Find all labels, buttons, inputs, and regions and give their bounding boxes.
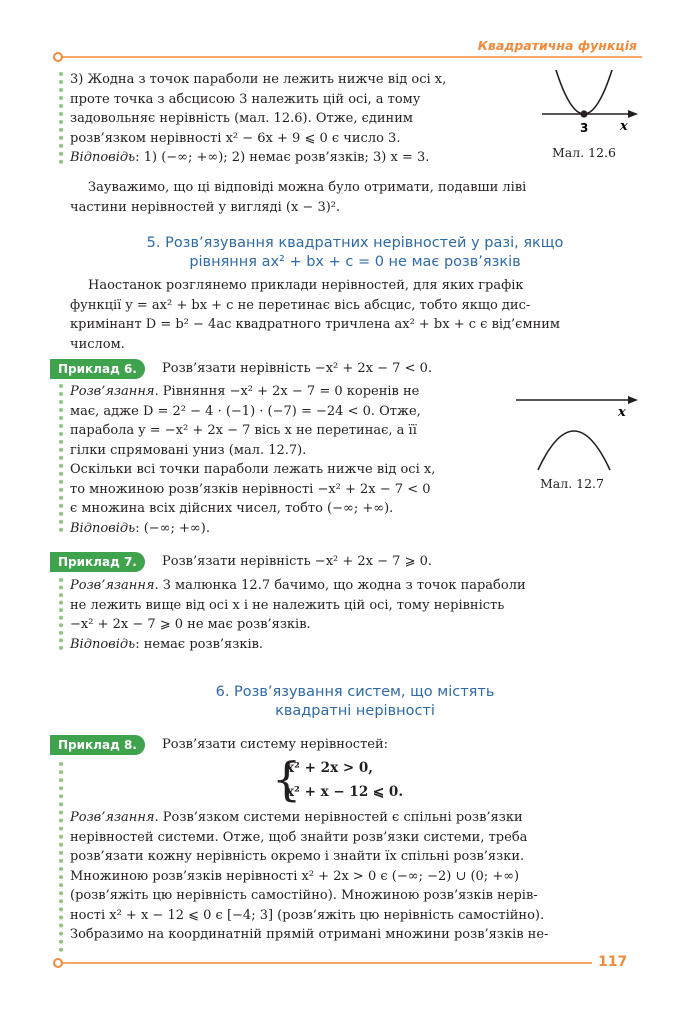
text-line: Зауважимо, що ці відповіді можна було отримати, подавши ліві xyxy=(88,180,527,195)
text-line: задовольняє нерівність (мал. 12.6). Отже, єдиним xyxy=(70,111,413,126)
system-line: x² + x − 12 ⩽ 0. xyxy=(286,784,404,800)
text-line: гілки спрямовані униз (мал. 12.7). xyxy=(70,442,307,458)
example-solution xyxy=(70,576,640,654)
header-rule xyxy=(56,56,642,58)
footer-rule xyxy=(56,962,592,964)
text-line: Множиною розв’язків нерівності x² + 2x > 0 є (−∞; −2) ∪ (0; +∞) xyxy=(70,868,520,884)
text-line: Розв’язання. Розв’язком системи нерівностей є спільні розв’язки xyxy=(70,810,523,825)
text-line: є множина всіх дійсних чисел, тобто (−∞; +∞). xyxy=(70,501,394,516)
answer-text: : 1) (−∞; +∞); 2) немає розв’язків; 3) x = 3. xyxy=(135,150,430,165)
example-solution xyxy=(70,808,640,945)
text-line: функції y = ax² + bx + c не перетинає вісь абсцис, тобто якщо дис- xyxy=(70,297,531,313)
figure-caption: Мал. 12.7 xyxy=(540,476,604,491)
solution-label: Розв’язання xyxy=(70,578,155,593)
text-line: Оскільки всі точки параболи лежать нижче від осі x, xyxy=(70,462,436,477)
text-line: не лежить вище від осі x і не належить цій осі, тому нерівність xyxy=(70,597,505,613)
text-line: Наостанок розглянемо приклади нерівностей, для яких графік xyxy=(88,278,524,293)
running-header: Квадратична функція xyxy=(477,38,637,53)
inequality-system xyxy=(272,752,452,806)
text-line: кримінант D = b² − 4ac квадратного тричлена ax² + bx + c є від’ємним xyxy=(70,317,561,332)
answer-label: Відповідь xyxy=(70,520,136,536)
text-line: розв’язком нерівності x² − 6x + 9 ⩽ 0 є число 3. xyxy=(70,130,401,146)
example-task: Розв’язати систему нерівностей: xyxy=(162,737,389,752)
text-line: Зобразимо на координатній прямій отримані множини розв’язків не- xyxy=(70,927,549,942)
header-rule-dot xyxy=(53,52,63,62)
text-line: розв’язати кожну нерівність окремо і знайти їх спільні розв’язки. xyxy=(70,849,525,864)
section-heading: 5. Розв’язування квадратних нерівностей у разі, якщо рівняння ax² + bx + c = 0 не має розв’язків xyxy=(146,235,564,270)
system-line: x² + 2x > 0, xyxy=(286,760,373,776)
system-brace: { xyxy=(272,752,302,806)
text-line: то множиною розв’язків нерівності −x² + 2x − 7 < 0 xyxy=(70,481,431,497)
text-line: Розв’язання. З малюнка 12.7 бачимо, що жодна з точок параболи xyxy=(70,578,526,593)
section-heading: 6. Розв’язування систем, що містять квадратні нерівності xyxy=(215,684,495,719)
text-line: числом. xyxy=(70,336,125,352)
answer-line xyxy=(70,148,532,168)
footer-rule-dot xyxy=(53,958,63,968)
remark-paragraph xyxy=(70,178,640,217)
answer-label: Відповідь xyxy=(70,150,136,165)
text-line: нерівностей системи. Отже, щоб знайти розв’язки системи, треба xyxy=(70,829,528,845)
point-label: 3 xyxy=(580,121,589,135)
dotted-margin-marker xyxy=(59,762,63,952)
page-number: 117 xyxy=(598,954,628,970)
example-badge: Приклад 8. xyxy=(50,735,145,755)
answer-line: Відповідь: (−∞; +∞). xyxy=(70,520,210,536)
solution-label: Розв’язання xyxy=(70,384,155,399)
intro-paragraph xyxy=(70,276,640,354)
example-badge: Приклад 6. xyxy=(50,359,145,379)
dotted-margin-marker xyxy=(59,72,63,164)
example-continuation xyxy=(70,70,532,168)
text-line: парабола y = −x² + 2x − 7 вісь x не перетинає, а її xyxy=(70,423,417,438)
example-task: Розв’язати нерівність −x² + 2x − 7 ⩾ 0. xyxy=(162,554,432,569)
text-line: має, адже D = 2² − 4 · (−1) · (−7) = −24 < 0. Отже, xyxy=(70,403,421,419)
text-line: (розв’яжіть цю нерівність самостійно). Множиною розв’язків нерів- xyxy=(70,888,538,903)
figure-12-7-parabola xyxy=(512,392,640,472)
text-line: Розв’язання. Рівняння −x² + 2x − 7 = 0 коренів не xyxy=(70,384,420,399)
example-task: Розв’язати нерівність −x² + 2x − 7 < 0. xyxy=(162,361,432,376)
text-line: 3) Жодна з точок параболи не лежить нижче від осі x, xyxy=(70,72,447,87)
text-line: проте точка з абсцисою 3 належить цій осі, а тому xyxy=(70,91,421,107)
example-solution xyxy=(70,382,502,538)
answer-line: Відповідь: немає розв’язків. xyxy=(70,636,264,652)
solution-label: Розв’язання xyxy=(70,810,155,825)
dotted-margin-marker xyxy=(59,384,63,532)
axis-label: x xyxy=(620,119,628,134)
answer-label: Відповідь xyxy=(70,636,136,652)
text-line: −x² + 2x − 7 ⩾ 0 не має розв’язків. xyxy=(70,617,311,632)
axis-label: x xyxy=(618,405,626,420)
text-line: частини нерівностей у вигляді (x − 3)². xyxy=(70,199,341,215)
text-line: ності x² + x − 12 ⩽ 0 є [−4; 3] (розв’яжіть цю нерівність самостійно). xyxy=(70,907,545,923)
figure-caption: Мал. 12.6 xyxy=(552,145,616,160)
example-badge: Приклад 7. xyxy=(50,552,145,572)
dotted-margin-marker xyxy=(59,578,63,650)
figure-12-6-parabola xyxy=(540,64,640,138)
